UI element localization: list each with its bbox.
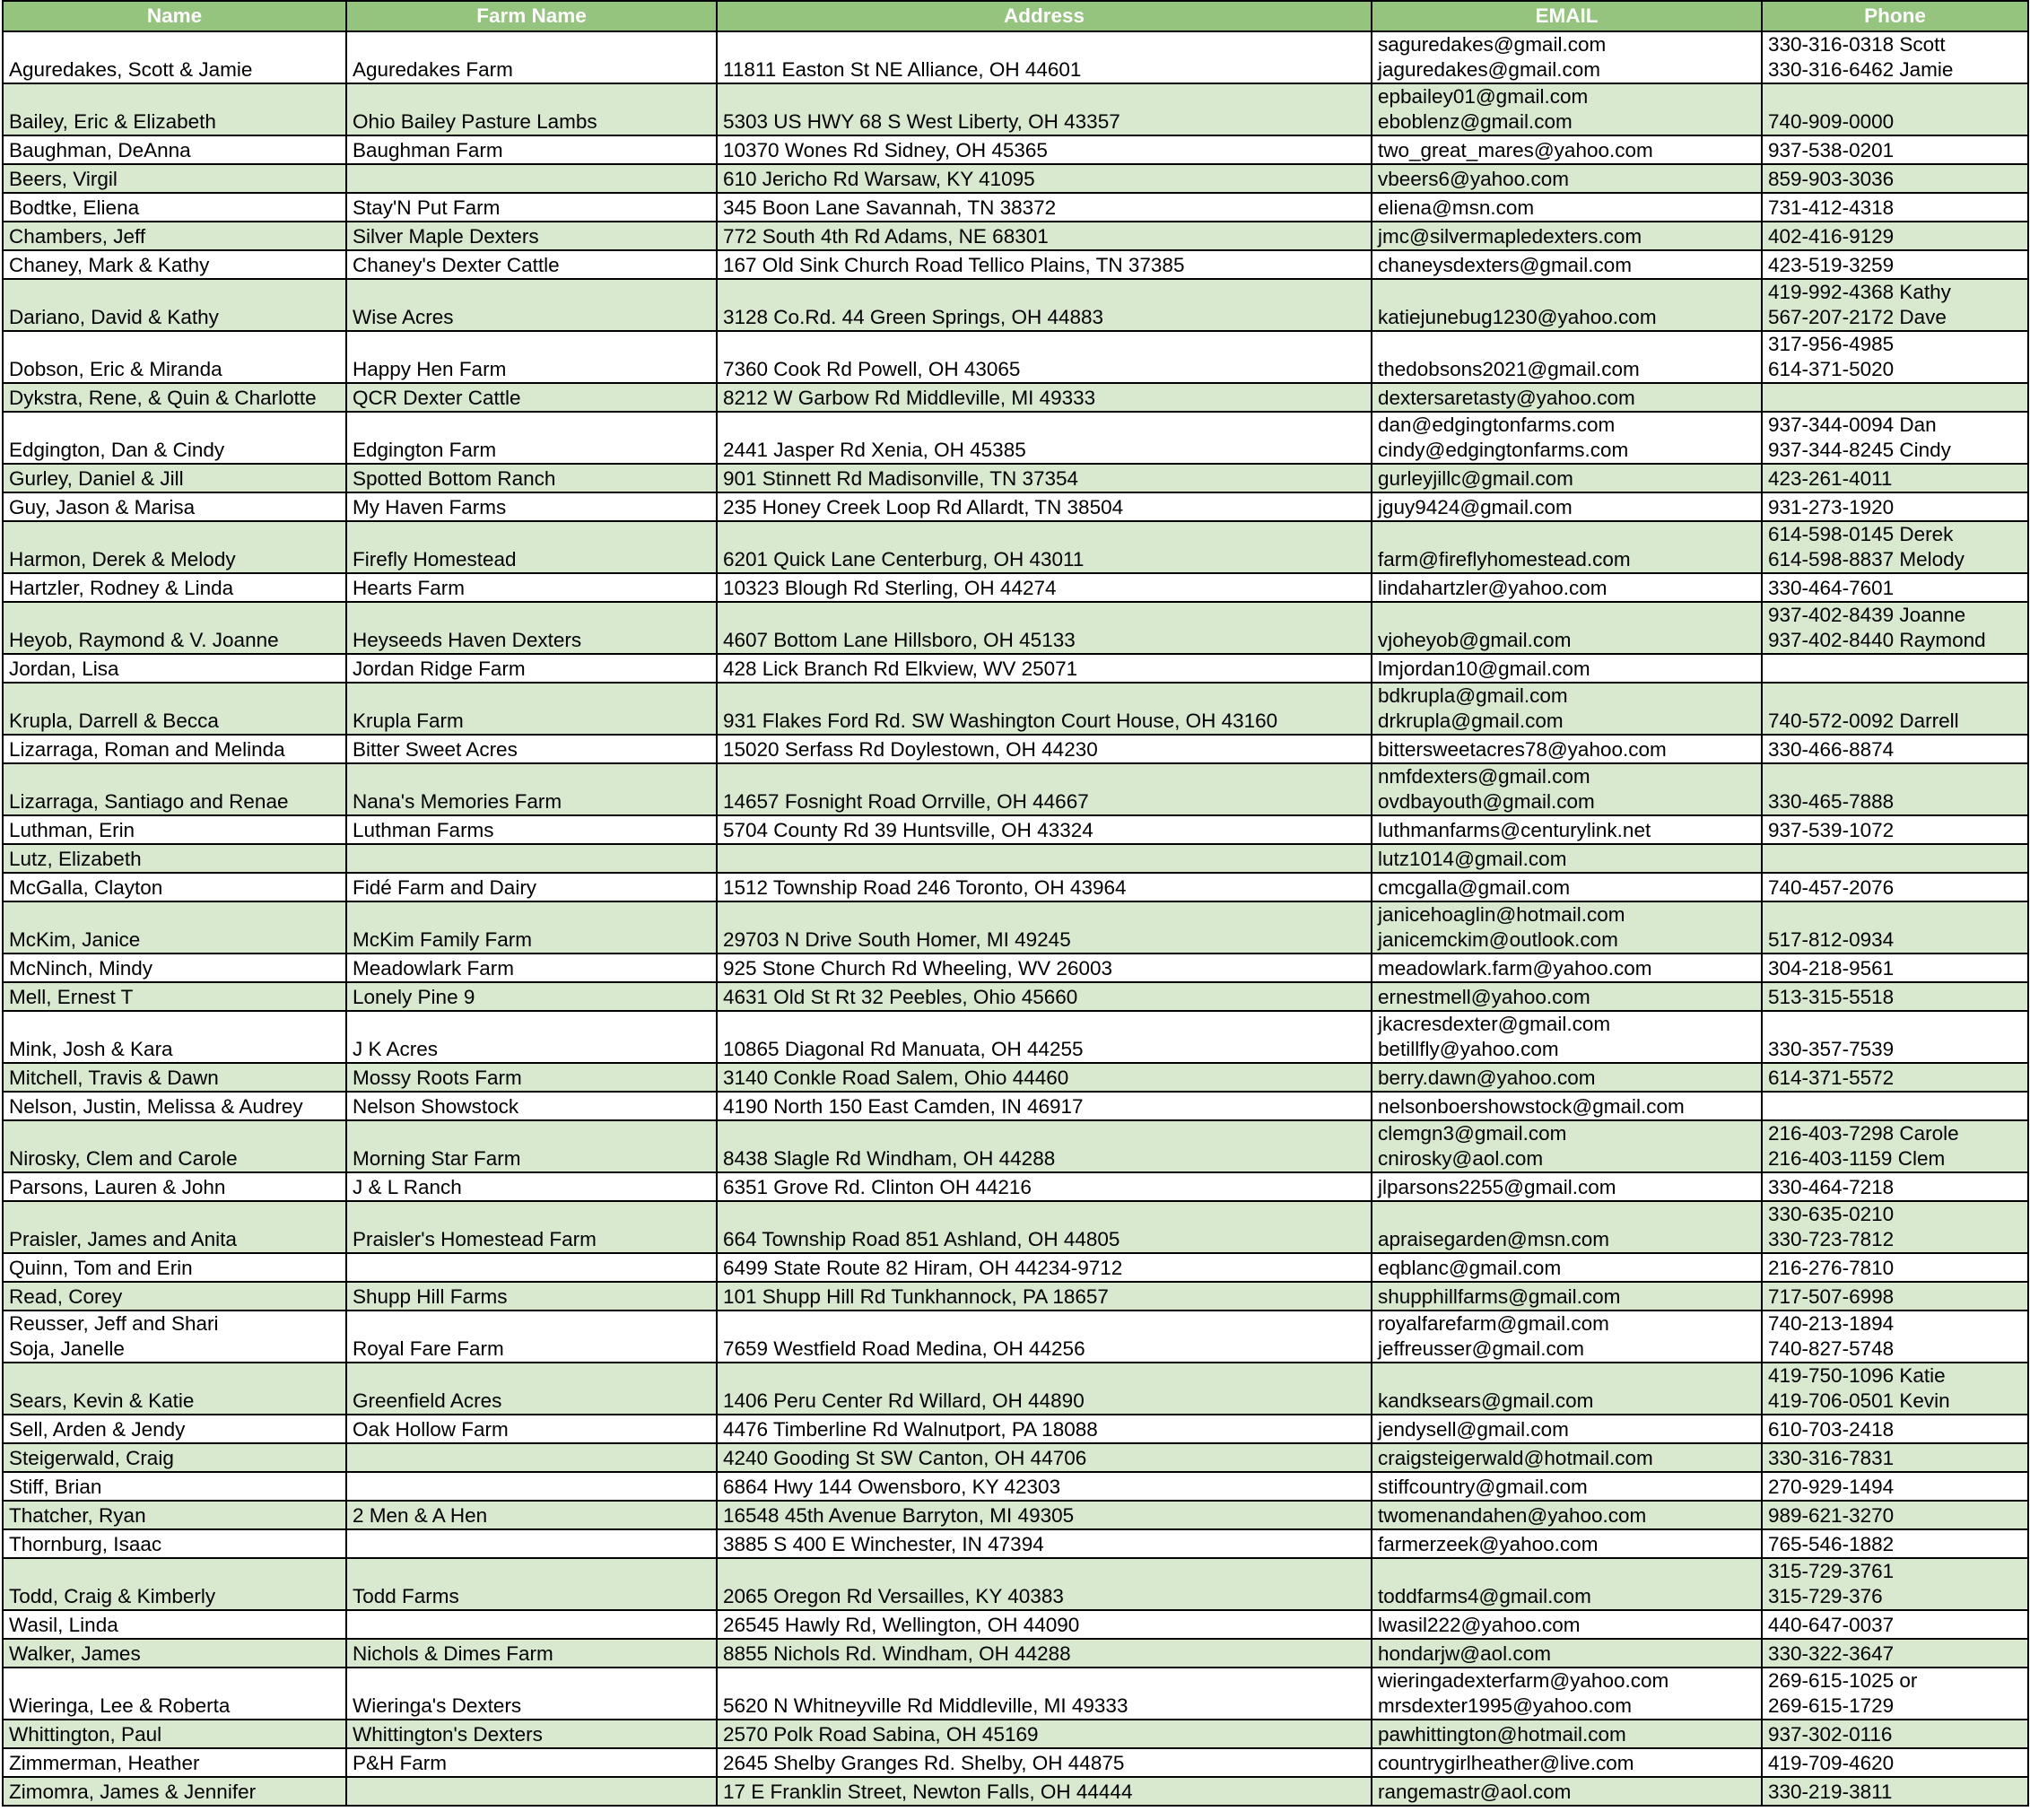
cell-address: 3128 Co.Rd. 44 Green Springs, OH 44883 xyxy=(717,279,1372,331)
cell-address: 772 South 4th Rd Adams, NE 68301 xyxy=(717,222,1372,250)
cell-email: pawhittington@hotmail.com xyxy=(1372,1720,1762,1748)
cell-email: lmjordan10@gmail.com xyxy=(1372,654,1762,683)
cell-email: katiejunebug1230@yahoo.com xyxy=(1372,279,1762,331)
table-row xyxy=(3,573,2028,602)
cell-address: 2441 Jasper Rd Xenia, OH 45385 xyxy=(717,412,1372,464)
cell-email: kandksears@gmail.com xyxy=(1372,1363,1762,1415)
cell-address: 901 Stinnett Rd Madisonville, TN 37354 xyxy=(717,464,1372,492)
cell-address: 235 Honey Creek Loop Rd Allardt, TN 38504 xyxy=(717,492,1372,521)
cell-farm-name: Lonely Pine 9 xyxy=(346,982,717,1011)
cell-email: bdkrupla@gmail.com drkrupla@gmail.com xyxy=(1372,683,1762,735)
cell-name: Zimomra, James & Jennifer xyxy=(3,1777,346,1806)
cell-farm-name: Shupp Hill Farms xyxy=(346,1282,717,1311)
cell-farm-name: QCR Dexter Cattle xyxy=(346,383,717,412)
cell-phone xyxy=(1762,383,2028,412)
cell-name: Thatcher, Ryan xyxy=(3,1501,346,1529)
cell-name: Parsons, Lauren & John xyxy=(3,1172,346,1201)
cell-name: Baughman, DeAnna xyxy=(3,135,346,164)
cell-phone: 931-273-1920 xyxy=(1762,492,2028,521)
cell-farm-name: Hearts Farm xyxy=(346,573,717,602)
table-row xyxy=(3,1282,2028,1311)
cell-name: Lizarraga, Roman and Melinda xyxy=(3,735,346,763)
table-row xyxy=(3,654,2028,683)
cell-email: lwasil222@yahoo.com xyxy=(1372,1610,1762,1639)
table-row xyxy=(3,193,2028,222)
cell-address: 664 Township Road 851 Ashland, OH 44805 xyxy=(717,1201,1372,1253)
cell-farm-name: Edgington Farm xyxy=(346,412,717,464)
cell-farm-name: Chaney's Dexter Cattle xyxy=(346,250,717,279)
cell-phone: 216-276-7810 xyxy=(1762,1253,2028,1282)
cell-email: bittersweetacres78@yahoo.com xyxy=(1372,735,1762,763)
cell-name: Krupla, Darrell & Becca xyxy=(3,683,346,735)
cell-address: 4476 Timberline Rd Walnutport, PA 18088 xyxy=(717,1415,1372,1443)
cell-phone: 937-344-0094 Dan 937-344-8245 Cindy xyxy=(1762,412,2028,464)
cell-name: Hartzler, Rodney & Linda xyxy=(3,573,346,602)
cell-address: 4240 Gooding St SW Canton, OH 44706 xyxy=(717,1443,1372,1472)
cell-farm-name: Aguredakes Farm xyxy=(346,31,717,83)
table-row xyxy=(3,279,2028,331)
header-phone: Phone xyxy=(1762,1,2028,31)
cell-email: vbeers6@yahoo.com xyxy=(1372,164,1762,193)
cell-name: Jordan, Lisa xyxy=(3,654,346,683)
cell-name: Praisler, James and Anita xyxy=(3,1201,346,1253)
cell-address: 4607 Bottom Lane Hillsboro, OH 45133 xyxy=(717,602,1372,654)
cell-email: gurleyjillc@gmail.com xyxy=(1372,464,1762,492)
table-row xyxy=(3,1558,2028,1610)
table-row xyxy=(3,1668,2028,1720)
table-row xyxy=(3,492,2028,521)
cell-name: Sears, Kevin & Katie xyxy=(3,1363,346,1415)
cell-phone: 419-992-4368 Kathy 567-207-2172 Dave xyxy=(1762,279,2028,331)
cell-address: 3140 Conkle Road Salem, Ohio 44460 xyxy=(717,1063,1372,1092)
cell-email: stiffcountry@gmail.com xyxy=(1372,1472,1762,1501)
cell-address: 10323 Blough Rd Sterling, OH 44274 xyxy=(717,573,1372,602)
cell-name: Nelson, Justin, Melissa & Audrey xyxy=(3,1092,346,1120)
cell-farm-name: Krupla Farm xyxy=(346,683,717,735)
cell-phone: 859-903-3036 xyxy=(1762,164,2028,193)
cell-farm-name: Wise Acres xyxy=(346,279,717,331)
cell-address: 3885 S 400 E Winchester, IN 47394 xyxy=(717,1529,1372,1558)
table-row xyxy=(3,1363,2028,1415)
cell-name: Thornburg, Isaac xyxy=(3,1529,346,1558)
cell-phone: 513-315-5518 xyxy=(1762,982,2028,1011)
table-row xyxy=(3,1120,2028,1172)
cell-phone: 216-403-7298 Carole 216-403-1159 Clem xyxy=(1762,1120,2028,1172)
cell-address: 2645 Shelby Granges Rd. Shelby, OH 44875 xyxy=(717,1748,1372,1777)
cell-address: 29703 N Drive South Homer, MI 49245 xyxy=(717,901,1372,954)
cell-email: nelsonboershowstock@gmail.com xyxy=(1372,1092,1762,1120)
cell-phone: 304-218-9561 xyxy=(1762,954,2028,982)
table-row xyxy=(3,135,2028,164)
cell-address: 14657 Fosnight Road Orrville, OH 44667 xyxy=(717,763,1372,815)
cell-email: twomenandahen@yahoo.com xyxy=(1372,1501,1762,1529)
cell-phone: 330-357-7539 xyxy=(1762,1011,2028,1063)
cell-farm-name: 2 Men & A Hen xyxy=(346,1501,717,1529)
cell-name: Wieringa, Lee & Roberta xyxy=(3,1668,346,1720)
cell-email: countrygirlheather@live.com xyxy=(1372,1748,1762,1777)
cell-name: Harmon, Derek & Melody xyxy=(3,521,346,573)
cell-email: eliena@msn.com xyxy=(1372,193,1762,222)
cell-address: 1406 Peru Center Rd Willard, OH 44890 xyxy=(717,1363,1372,1415)
cell-name: Todd, Craig & Kimberly xyxy=(3,1558,346,1610)
cell-farm-name xyxy=(346,1472,717,1501)
table-row xyxy=(3,1415,2028,1443)
cell-phone xyxy=(1762,654,2028,683)
cell-farm-name: Nichols & Dimes Farm xyxy=(346,1639,717,1668)
cell-address: 925 Stone Church Rd Wheeling, WV 26003 xyxy=(717,954,1372,982)
cell-address: 15020 Serfass Rd Doylestown, OH 44230 xyxy=(717,735,1372,763)
table-row xyxy=(3,1639,2028,1668)
cell-farm-name: J K Acres xyxy=(346,1011,717,1063)
cell-phone: 330-316-7831 xyxy=(1762,1443,2028,1472)
cell-email: two_great_mares@yahoo.com xyxy=(1372,135,1762,164)
cell-email: toddfarms4@gmail.com xyxy=(1372,1558,1762,1610)
cell-phone: 614-371-5572 xyxy=(1762,1063,2028,1092)
cell-farm-name: Happy Hen Farm xyxy=(346,331,717,383)
cell-address: 6351 Grove Rd. Clinton OH 44216 xyxy=(717,1172,1372,1201)
table-row xyxy=(3,735,2028,763)
cell-name: Aguredakes, Scott & Jamie xyxy=(3,31,346,83)
cell-farm-name: Whittington's Dexters xyxy=(346,1720,717,1748)
cell-farm-name: My Haven Farms xyxy=(346,492,717,521)
table-row xyxy=(3,1443,2028,1472)
cell-phone: 440-647-0037 xyxy=(1762,1610,2028,1639)
table-row xyxy=(3,1172,2028,1201)
table-row xyxy=(3,1253,2028,1282)
cell-phone: 614-598-0145 Derek 614-598-8837 Melody xyxy=(1762,521,2028,573)
cell-name: Beers, Virgil xyxy=(3,164,346,193)
cell-name: Mell, Ernest T xyxy=(3,982,346,1011)
cell-farm-name: Fidé Farm and Dairy xyxy=(346,873,717,901)
cell-farm-name xyxy=(346,1253,717,1282)
table-row xyxy=(3,954,2028,982)
cell-farm-name: Greenfield Acres xyxy=(346,1363,717,1415)
cell-phone: 423-261-4011 xyxy=(1762,464,2028,492)
cell-address: 428 Lick Branch Rd Elkview, WV 25071 xyxy=(717,654,1372,683)
cell-phone: 937-539-1072 xyxy=(1762,815,2028,844)
cell-name: Dykstra, Rene, & Quin & Charlotte xyxy=(3,383,346,412)
table-row xyxy=(3,763,2028,815)
cell-address: 8438 Slagle Rd Windham, OH 44288 xyxy=(717,1120,1372,1172)
cell-phone: 610-703-2418 xyxy=(1762,1415,2028,1443)
cell-name: Wasil, Linda xyxy=(3,1610,346,1639)
cell-address: 26545 Hawly Rd, Wellington, OH 44090 xyxy=(717,1610,1372,1639)
cell-email: chaneysdexters@gmail.com xyxy=(1372,250,1762,279)
cell-email: craigsteigerwald@hotmail.com xyxy=(1372,1443,1762,1472)
cell-name: Guy, Jason & Marisa xyxy=(3,492,346,521)
cell-address xyxy=(717,844,1372,873)
cell-phone: 269-615-1025 or 269-615-1729 xyxy=(1762,1668,2028,1720)
cell-phone: 330-465-7888 xyxy=(1762,763,2028,815)
cell-farm-name: McKim Family Farm xyxy=(346,901,717,954)
cell-farm-name: Baughman Farm xyxy=(346,135,717,164)
cell-phone: 330-464-7601 xyxy=(1762,573,2028,602)
cell-email: saguredakes@gmail.com jaguredakes@gmail.com xyxy=(1372,31,1762,83)
cell-email: jkacresdexter@gmail.com betillfly@yahoo.com xyxy=(1372,1011,1762,1063)
cell-name: Dariano, David & Kathy xyxy=(3,279,346,331)
cell-phone: 937-538-0201 xyxy=(1762,135,2028,164)
cell-email: jguy9424@gmail.com xyxy=(1372,492,1762,521)
table-row xyxy=(3,31,2028,83)
cell-phone: 402-416-9129 xyxy=(1762,222,2028,250)
cell-farm-name xyxy=(346,164,717,193)
cell-farm-name: Jordan Ridge Farm xyxy=(346,654,717,683)
table-row xyxy=(3,815,2028,844)
cell-name: Reusser, Jeff and Shari Soja, Janelle xyxy=(3,1311,346,1363)
cell-address: 16548 45th Avenue Barryton, MI 49305 xyxy=(717,1501,1372,1529)
table-row xyxy=(3,602,2028,654)
cell-farm-name: J & L Ranch xyxy=(346,1172,717,1201)
table-row xyxy=(3,683,2028,735)
cell-name: McNinch, Mindy xyxy=(3,954,346,982)
cell-email: farm@fireflyhomestead.com xyxy=(1372,521,1762,573)
cell-address: 17 E Franklin Street, Newton Falls, OH 44444 xyxy=(717,1777,1372,1806)
table-body xyxy=(3,31,2028,1806)
table-row xyxy=(3,901,2028,954)
table-row xyxy=(3,164,2028,193)
cell-phone: 270-929-1494 xyxy=(1762,1472,2028,1501)
table-row xyxy=(3,1720,2028,1748)
cell-farm-name: Firefly Homestead xyxy=(346,521,717,573)
cell-email: thedobsons2021@gmail.com xyxy=(1372,331,1762,383)
cell-address: 4631 Old St Rt 32 Peebles, Ohio 45660 xyxy=(717,982,1372,1011)
table-row xyxy=(3,222,2028,250)
cell-name: Edgington, Dan & Cindy xyxy=(3,412,346,464)
table-row xyxy=(3,250,2028,279)
cell-farm-name: Ohio Bailey Pasture Lambs xyxy=(346,83,717,135)
cell-address: 10865 Diagonal Rd Manuata, OH 44255 xyxy=(717,1011,1372,1063)
table-row xyxy=(3,1777,2028,1806)
cell-farm-name xyxy=(346,1610,717,1639)
cell-phone: 740-909-0000 xyxy=(1762,83,2028,135)
cell-phone: 317-956-4985 614-371-5020 xyxy=(1762,331,2028,383)
cell-email: lutz1014@gmail.com xyxy=(1372,844,1762,873)
table-row xyxy=(3,982,2028,1011)
cell-phone: 740-572-0092 Darrell xyxy=(1762,683,2028,735)
cell-farm-name: Meadowlark Farm xyxy=(346,954,717,982)
cell-name: Chambers, Jeff xyxy=(3,222,346,250)
table-row xyxy=(3,844,2028,873)
cell-phone: 330-219-3811 xyxy=(1762,1777,2028,1806)
cell-phone: 423-519-3259 xyxy=(1762,250,2028,279)
cell-name: Zimmerman, Heather xyxy=(3,1748,346,1777)
cell-name: Gurley, Daniel & Jill xyxy=(3,464,346,492)
cell-address: 1512 Township Road 246 Toronto, OH 43964 xyxy=(717,873,1372,901)
cell-phone: 517-812-0934 xyxy=(1762,901,2028,954)
cell-farm-name: Royal Fare Farm xyxy=(346,1311,717,1363)
table-row xyxy=(3,1529,2028,1558)
header-row xyxy=(3,1,2028,31)
cell-farm-name xyxy=(346,1777,717,1806)
cell-farm-name: Oak Hollow Farm xyxy=(346,1415,717,1443)
cell-phone: 419-709-4620 xyxy=(1762,1748,2028,1777)
cell-email: hondarjw@aol.com xyxy=(1372,1639,1762,1668)
cell-farm-name xyxy=(346,844,717,873)
cell-email: janicehoaglin@hotmail.com janicemckim@outlook.com xyxy=(1372,901,1762,954)
cell-address: 931 Flakes Ford Rd. SW Washington Court House, OH 43160 xyxy=(717,683,1372,735)
table-row xyxy=(3,1201,2028,1253)
cell-farm-name: Silver Maple Dexters xyxy=(346,222,717,250)
cell-email: wieringadexterfarm@yahoo.com mrsdexter1995@yahoo.com xyxy=(1372,1668,1762,1720)
cell-address: 4190 North 150 East Camden, IN 46917 xyxy=(717,1092,1372,1120)
header-email: EMAIL xyxy=(1372,1,1762,31)
cell-address: 101 Shupp Hill Rd Tunkhannock, PA 18657 xyxy=(717,1282,1372,1311)
cell-email: dextersaretasty@yahoo.com xyxy=(1372,383,1762,412)
cell-name: Heyob, Raymond & V. Joanne xyxy=(3,602,346,654)
cell-address: 8855 Nichols Rd. Windham, OH 44288 xyxy=(717,1639,1372,1668)
table-row xyxy=(3,1610,2028,1639)
cell-phone: 315-729-3761 315-729-376 xyxy=(1762,1558,2028,1610)
cell-address: 7659 Westfield Road Medina, OH 44256 xyxy=(717,1311,1372,1363)
cell-email: eqblanc@gmail.com xyxy=(1372,1253,1762,1282)
cell-farm-name: Bitter Sweet Acres xyxy=(346,735,717,763)
cell-name: McKim, Janice xyxy=(3,901,346,954)
cell-address: 5620 N Whitneyville Rd Middleville, MI 49333 xyxy=(717,1668,1372,1720)
farm-directory-table xyxy=(2,0,2029,1807)
cell-email: dan@edgingtonfarms.com cindy@edgingtonfarms.com xyxy=(1372,412,1762,464)
cell-email: epbailey01@gmail.com eboblenz@gmail.com xyxy=(1372,83,1762,135)
cell-phone: 330-466-8874 xyxy=(1762,735,2028,763)
cell-phone: 740-213-1894 740-827-5748 xyxy=(1762,1311,2028,1363)
cell-address: 2065 Oregon Rd Versailles, KY 40383 xyxy=(717,1558,1372,1610)
cell-email: rangemastr@aol.com xyxy=(1372,1777,1762,1806)
cell-phone: 731-412-4318 xyxy=(1762,193,2028,222)
cell-address: 167 Old Sink Church Road Tellico Plains, TN 37385 xyxy=(717,250,1372,279)
cell-farm-name: Todd Farms xyxy=(346,1558,717,1610)
cell-farm-name: Mossy Roots Farm xyxy=(346,1063,717,1092)
header-address: Address xyxy=(717,1,1372,31)
table-row xyxy=(3,464,2028,492)
cell-name: Walker, James xyxy=(3,1639,346,1668)
cell-address: 6864 Hwy 144 Owensboro, KY 42303 xyxy=(717,1472,1372,1501)
table-row xyxy=(3,1063,2028,1092)
cell-farm-name: Stay'N Put Farm xyxy=(346,193,717,222)
cell-address: 5704 County Rd 39 Huntsville, OH 43324 xyxy=(717,815,1372,844)
cell-phone: 937-302-0116 xyxy=(1762,1720,2028,1748)
cell-address: 10370 Wones Rd Sidney, OH 45365 xyxy=(717,135,1372,164)
cell-name: Nirosky, Clem and Carole xyxy=(3,1120,346,1172)
cell-email: berry.dawn@yahoo.com xyxy=(1372,1063,1762,1092)
cell-phone: 717-507-6998 xyxy=(1762,1282,2028,1311)
cell-name: Quinn, Tom and Erin xyxy=(3,1253,346,1282)
cell-name: Bailey, Eric & Elizabeth xyxy=(3,83,346,135)
table-row xyxy=(3,83,2028,135)
header-name: Name xyxy=(3,1,346,31)
cell-address: 5303 US HWY 68 S West Liberty, OH 43357 xyxy=(717,83,1372,135)
header-farm-name: Farm Name xyxy=(346,1,717,31)
cell-farm-name: Nana's Memories Farm xyxy=(346,763,717,815)
table-row xyxy=(3,1311,2028,1363)
cell-farm-name xyxy=(346,1529,717,1558)
cell-farm-name: Morning Star Farm xyxy=(346,1120,717,1172)
cell-email: cmcgalla@gmail.com xyxy=(1372,873,1762,901)
cell-email: vjoheyob@gmail.com xyxy=(1372,602,1762,654)
table-row xyxy=(3,1501,2028,1529)
table-row xyxy=(3,331,2028,383)
cell-farm-name: P&H Farm xyxy=(346,1748,717,1777)
cell-email: lindahartzler@yahoo.com xyxy=(1372,573,1762,602)
cell-phone: 419-750-1096 Katie 419-706-0501 Kevin xyxy=(1762,1363,2028,1415)
cell-name: McGalla, Clayton xyxy=(3,873,346,901)
table-row xyxy=(3,383,2028,412)
cell-address: 7360 Cook Rd Powell, OH 43065 xyxy=(717,331,1372,383)
table-row xyxy=(3,1092,2028,1120)
cell-email: royalfarefarm@gmail.com jeffreusser@gmail.com xyxy=(1372,1311,1762,1363)
cell-name: Luthman, Erin xyxy=(3,815,346,844)
cell-address: 610 Jericho Rd Warsaw, KY 41095 xyxy=(717,164,1372,193)
cell-email: jmc@silvermapledexters.com xyxy=(1372,222,1762,250)
cell-phone: 330-316-0318 Scott 330-316-6462 Jamie xyxy=(1762,31,2028,83)
cell-farm-name xyxy=(346,1443,717,1472)
table-header xyxy=(3,1,2028,31)
cell-name: Lizarraga, Santiago and Renae xyxy=(3,763,346,815)
cell-email: jlparsons2255@gmail.com xyxy=(1372,1172,1762,1201)
cell-phone: 330-464-7218 xyxy=(1762,1172,2028,1201)
cell-name: Chaney, Mark & Kathy xyxy=(3,250,346,279)
cell-email: clemgn3@gmail.com cnirosky@aol.com xyxy=(1372,1120,1762,1172)
cell-email: apraisegarden@msn.com xyxy=(1372,1201,1762,1253)
table-row xyxy=(3,873,2028,901)
cell-phone: 937-402-8439 Joanne 937-402-8440 Raymond xyxy=(1762,602,2028,654)
cell-phone xyxy=(1762,844,2028,873)
cell-name: Read, Corey xyxy=(3,1282,346,1311)
table-row xyxy=(3,412,2028,464)
cell-name: Bodtke, Eliena xyxy=(3,193,346,222)
cell-phone: 989-621-3270 xyxy=(1762,1501,2028,1529)
cell-address: 6201 Quick Lane Centerburg, OH 43011 xyxy=(717,521,1372,573)
cell-name: Sell, Arden & Jendy xyxy=(3,1415,346,1443)
cell-phone: 330-635-0210 330-723-7812 xyxy=(1762,1201,2028,1253)
table-row xyxy=(3,1472,2028,1501)
cell-farm-name: Heyseeds Haven Dexters xyxy=(346,602,717,654)
cell-farm-name: Spotted Bottom Ranch xyxy=(346,464,717,492)
cell-farm-name: Luthman Farms xyxy=(346,815,717,844)
cell-email: farmerzeek@yahoo.com xyxy=(1372,1529,1762,1558)
table-row xyxy=(3,1011,2028,1063)
cell-farm-name: Praisler's Homestead Farm xyxy=(346,1201,717,1253)
cell-name: Mitchell, Travis & Dawn xyxy=(3,1063,346,1092)
cell-email: ernestmell@yahoo.com xyxy=(1372,982,1762,1011)
cell-name: Whittington, Paul xyxy=(3,1720,346,1748)
cell-address: 6499 State Route 82 Hiram, OH 44234-9712 xyxy=(717,1253,1372,1282)
cell-farm-name: Wieringa's Dexters xyxy=(346,1668,717,1720)
cell-name: Dobson, Eric & Miranda xyxy=(3,331,346,383)
cell-phone: 740-457-2076 xyxy=(1762,873,2028,901)
cell-email: shupphillfarms@gmail.com xyxy=(1372,1282,1762,1311)
cell-name: Steigerwald, Craig xyxy=(3,1443,346,1472)
cell-email: meadowlark.farm@yahoo.com xyxy=(1372,954,1762,982)
cell-phone: 330-322-3647 xyxy=(1762,1639,2028,1668)
cell-address: 11811 Easton St NE Alliance, OH 44601 xyxy=(717,31,1372,83)
table-row xyxy=(3,521,2028,573)
cell-email: jendysell@gmail.com xyxy=(1372,1415,1762,1443)
cell-name: Stiff, Brian xyxy=(3,1472,346,1501)
cell-email: nmfdexters@gmail.com ovdbayouth@gmail.com xyxy=(1372,763,1762,815)
cell-address: 345 Boon Lane Savannah, TN 38372 xyxy=(717,193,1372,222)
cell-phone xyxy=(1762,1092,2028,1120)
table-row xyxy=(3,1748,2028,1777)
cell-email: luthmanfarms@centurylink.net xyxy=(1372,815,1762,844)
cell-phone: 765-546-1882 xyxy=(1762,1529,2028,1558)
cell-address: 8212 W Garbow Rd Middleville, MI 49333 xyxy=(717,383,1372,412)
cell-name: Mink, Josh & Kara xyxy=(3,1011,346,1063)
cell-address: 2570 Polk Road Sabina, OH 45169 xyxy=(717,1720,1372,1748)
cell-farm-name: Nelson Showstock xyxy=(346,1092,717,1120)
cell-name: Lutz, Elizabeth xyxy=(3,844,346,873)
